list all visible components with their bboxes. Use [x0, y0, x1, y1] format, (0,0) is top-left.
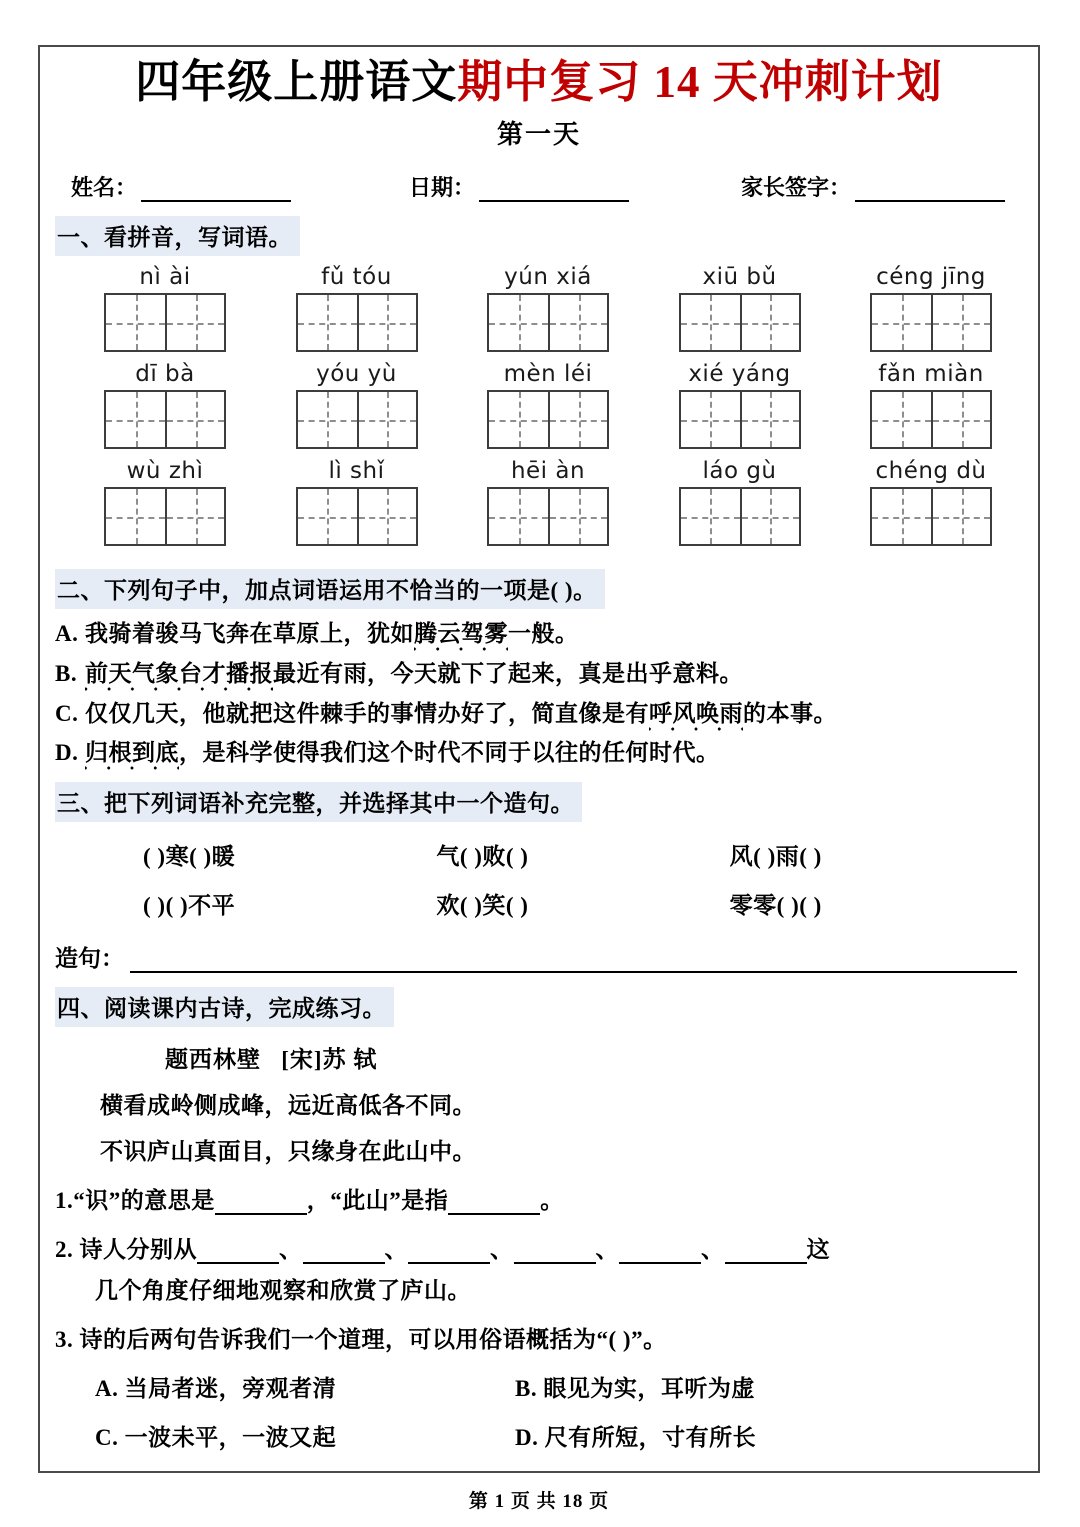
choice-option-a[interactable] [55, 620, 1023, 649]
q3-option-d[interactable] [515, 1419, 935, 1452]
pinyin-label: mèn léi [503, 361, 593, 388]
name-label: 姓名： [71, 175, 138, 201]
idiom-blank-3[interactable]: 风( )雨( ) [729, 844, 822, 870]
pinyin-label: xiū bǔ [702, 264, 777, 291]
tianzige-cell[interactable] [548, 295, 607, 350]
option-b-emphasis: 前天气象台才播报 [85, 660, 273, 686]
pinyin-item [277, 361, 437, 449]
option-label-d: D. [55, 740, 79, 766]
pinyin-label: nì ài [139, 264, 191, 291]
section-3-heading: 三、把下列词语补充完整，并选择其中一个造句。 [55, 782, 582, 822]
idiom-blank-4[interactable]: ( )( )不平 [143, 893, 236, 919]
tianzige-cell[interactable] [165, 489, 224, 544]
poem-author: [宋]苏 轼 [281, 1047, 378, 1073]
pinyin-label: wù zhì [126, 458, 204, 485]
q3-option-d-text: 尺有所短，寸有所长 [544, 1425, 757, 1451]
poem-line: 不识庐山真面目，只缘身在此山中。 [100, 1139, 476, 1165]
pinyin-item [468, 458, 628, 546]
pinyin-exercise [55, 264, 1023, 546]
tianzige-cell[interactable] [489, 392, 548, 447]
q2-text-part1: 2. 诗人分别从 [55, 1237, 197, 1263]
sentence-making-input-line[interactable] [130, 951, 1017, 973]
section-2-heading: 二、下列句子中，加点词语运用不恰当的一项是( )。 [55, 569, 605, 609]
q3-options-row-2 [55, 1419, 1023, 1452]
idiom-blank-2[interactable]: 气( )败( ) [436, 844, 529, 870]
tianzige-cell[interactable] [357, 392, 416, 447]
pinyin-row [55, 458, 1023, 546]
section-4-heading: 四、阅读课内古诗，完成练习。 [55, 987, 394, 1027]
q3-options-row-1 [55, 1370, 1023, 1403]
q3-option-a-label: A. [95, 1376, 119, 1402]
q1-text-part1: 1.“识”的意思是 [55, 1188, 215, 1214]
pinyin-item [851, 361, 1011, 449]
q2-blank-1[interactable] [197, 1243, 279, 1264]
tianzige-cell[interactable] [740, 295, 799, 350]
choice-option-c[interactable] [55, 700, 1023, 729]
pinyin-item [85, 361, 245, 449]
sentence-making-label: 造句： [55, 946, 124, 972]
pinyin-label: fǔ tóu [321, 264, 392, 291]
option-a-post: 一般。 [508, 621, 579, 647]
q2-blank-6[interactable] [725, 1243, 807, 1264]
tianzige-cell[interactable] [548, 489, 607, 544]
tianzige-cell[interactable] [298, 295, 357, 350]
choice-option-d[interactable] [55, 739, 1023, 768]
tianzige-cell[interactable] [106, 392, 165, 447]
tianzige-cell[interactable] [298, 489, 357, 544]
pinyin-label: hēi àn [510, 458, 586, 485]
tianzige-box[interactable] [104, 390, 226, 449]
poem-title: 题西林壁 [165, 1047, 261, 1073]
pinyin-item [851, 458, 1011, 546]
sentence-making-row [55, 940, 1023, 973]
option-a-pre: 我骑着骏马飞奔在草原上，犹如 [85, 621, 414, 647]
idiom-blank-5[interactable]: 欢( )笑( ) [436, 893, 529, 919]
tianzige-cell[interactable] [681, 489, 740, 544]
q3-option-b-text: 眼见为实，耳听为虚 [543, 1376, 755, 1402]
q2-sep-4: 、 [595, 1237, 619, 1263]
idiom-blank-6[interactable]: 零零( )( ) [729, 893, 822, 919]
date-input-line[interactable] [479, 180, 629, 202]
tianzige-cell[interactable] [931, 392, 990, 447]
option-c-emphasis: 呼风唤雨 [649, 700, 743, 726]
tianzige-cell[interactable] [681, 392, 740, 447]
pinyin-item [660, 264, 820, 352]
option-d-post: ，是科学使得我们这个时代不同于以往的任何时代。 [179, 740, 720, 766]
pinyin-item [851, 264, 1011, 352]
pinyin-item [85, 458, 245, 546]
q2-sep-3: 、 [490, 1237, 514, 1263]
poem-question-1 [55, 1182, 1023, 1215]
page-footer: 第 1 页 共 18 页 [468, 1491, 610, 1512]
tianzige-cell[interactable] [681, 295, 740, 350]
option-c-pre: 仅仅几天，他就把这件棘手的事情办好了，简直像是有 [85, 700, 649, 726]
tianzige-cell[interactable] [931, 295, 990, 350]
q3-option-a-text: 当局者迷，旁观者清 [124, 1376, 337, 1402]
tianzige-cell[interactable] [872, 392, 931, 447]
page-subtitle: 第一天 [496, 120, 581, 150]
tianzige-cell[interactable] [357, 489, 416, 544]
q2-blank-5[interactable] [619, 1243, 701, 1264]
q2-blank-2[interactable] [303, 1243, 385, 1264]
tianzige-cell[interactable] [872, 489, 931, 544]
tianzige-cell[interactable] [548, 392, 607, 447]
tianzige-box[interactable] [487, 390, 609, 449]
option-label-b: B. [55, 660, 78, 686]
tianzige-box[interactable] [679, 293, 801, 352]
q3-option-a[interactable] [95, 1370, 515, 1403]
tianzige-cell[interactable] [872, 295, 931, 350]
tianzige-box[interactable] [870, 487, 992, 546]
tianzige-cell[interactable] [106, 489, 165, 544]
name-field-group [71, 171, 291, 202]
option-b-post: 最近有雨，今天就下了起来，真是出乎意料。 [273, 660, 743, 686]
tianzige-box[interactable] [870, 390, 992, 449]
idiom-blank-1[interactable]: ( )寒( )暖 [143, 844, 236, 870]
title-red-part: 期中复习 14 天冲刺计划 [457, 57, 943, 107]
q2-sep-5: 、 [701, 1237, 725, 1263]
option-d-emphasis: 归根到底 [85, 740, 179, 766]
parent-signature-group [741, 171, 1005, 202]
tianzige-cell[interactable] [357, 295, 416, 350]
tianzige-cell[interactable] [740, 489, 799, 544]
q1-text-part3: 。 [540, 1188, 564, 1214]
date-field-group [409, 171, 629, 202]
tianzige-box[interactable] [296, 390, 418, 449]
pinyin-label: xié yáng [688, 361, 791, 388]
pinyin-label: céng jīng [876, 264, 986, 291]
q2-sep-2: 、 [384, 1237, 408, 1263]
pinyin-label: fǎn miàn [878, 361, 984, 388]
tianzige-cell[interactable] [165, 295, 224, 350]
page-title [55, 56, 1023, 108]
pinyin-label: lì shǐ [328, 458, 385, 485]
q3-option-b[interactable] [515, 1370, 935, 1403]
q1-blank-1[interactable] [215, 1194, 307, 1215]
pinyin-label: chéng dù [875, 458, 987, 485]
q3-option-c-label: C. [95, 1425, 119, 1451]
tianzige-box[interactable] [870, 293, 992, 352]
tianzige-box[interactable] [487, 487, 609, 546]
name-input-line[interactable] [141, 180, 291, 202]
tianzige-cell[interactable] [165, 392, 224, 447]
title-black-part: 四年级上册语文 [135, 57, 458, 107]
q3-option-b-label: B. [515, 1376, 538, 1402]
q3-option-c[interactable] [95, 1419, 515, 1452]
parent-signature-line[interactable] [855, 180, 1005, 202]
option-a-emphasis: 腾云驾雾 [414, 621, 508, 647]
q1-blank-2[interactable] [448, 1194, 540, 1215]
tianzige-box[interactable] [104, 487, 226, 546]
pinyin-item [277, 458, 437, 546]
poem-line: 横看成岭侧成峰，远近高低各不同。 [100, 1093, 476, 1119]
tianzige-box[interactable] [296, 293, 418, 352]
option-label-c: C. [55, 700, 79, 726]
option-label-a: A. [55, 621, 79, 647]
q1-text-part2: ，“此山”是指 [306, 1188, 449, 1214]
idiom-row-2 [55, 887, 1023, 920]
pinyin-item [85, 264, 245, 352]
poem-question-3[interactable]: 3. 诗的后两句告诉我们一个道理，可以用俗语概括为“( )”。 [55, 1327, 667, 1353]
q2-blank-3[interactable] [408, 1243, 490, 1264]
tianzige-box[interactable] [679, 487, 801, 546]
section-1-heading: 一、看拼音，写词语。 [55, 216, 300, 256]
tianzige-box[interactable] [104, 293, 226, 352]
pinyin-label: yún xiá [504, 264, 592, 291]
date-label: 日期： [409, 175, 476, 201]
q2-sep-1: 、 [279, 1237, 303, 1263]
tianzige-cell[interactable] [298, 392, 357, 447]
student-info-row [55, 171, 1023, 202]
option-c-post: 的本事。 [743, 700, 837, 726]
pinyin-label: dī bà [135, 361, 195, 388]
tianzige-cell[interactable] [489, 489, 548, 544]
tianzige-cell[interactable] [489, 295, 548, 350]
idiom-row-1 [55, 838, 1023, 871]
q2-blank-4[interactable] [514, 1243, 596, 1264]
tianzige-cell[interactable] [740, 392, 799, 447]
worksheet-content [55, 50, 1023, 1452]
pinyin-label: láo gù [702, 458, 777, 485]
pinyin-item [468, 361, 628, 449]
q3-option-d-label: D. [515, 1425, 539, 1451]
choice-option-b[interactable] [55, 660, 1023, 689]
tianzige-box[interactable] [487, 293, 609, 352]
tianzige-cell[interactable] [931, 489, 990, 544]
pinyin-item [660, 458, 820, 546]
pinyin-item [468, 264, 628, 352]
parent-signature-label: 家长签字： [741, 175, 852, 201]
pinyin-label: yóu yù [316, 361, 397, 388]
tianzige-cell[interactable] [106, 295, 165, 350]
q2-tail: 这 [806, 1237, 830, 1263]
poem-question-2 [55, 1231, 1023, 1264]
poem-question-2-line2: 几个角度仔细地观察和欣赏了庐山。 [95, 1278, 471, 1304]
pinyin-item [660, 361, 820, 449]
q3-option-c-text: 一波未平，一波又起 [124, 1425, 337, 1451]
tianzige-box[interactable] [296, 487, 418, 546]
pinyin-row [55, 264, 1023, 352]
poem-title-row [55, 1041, 1023, 1074]
tianzige-box[interactable] [679, 390, 801, 449]
pinyin-row [55, 361, 1023, 449]
pinyin-item [277, 264, 437, 352]
